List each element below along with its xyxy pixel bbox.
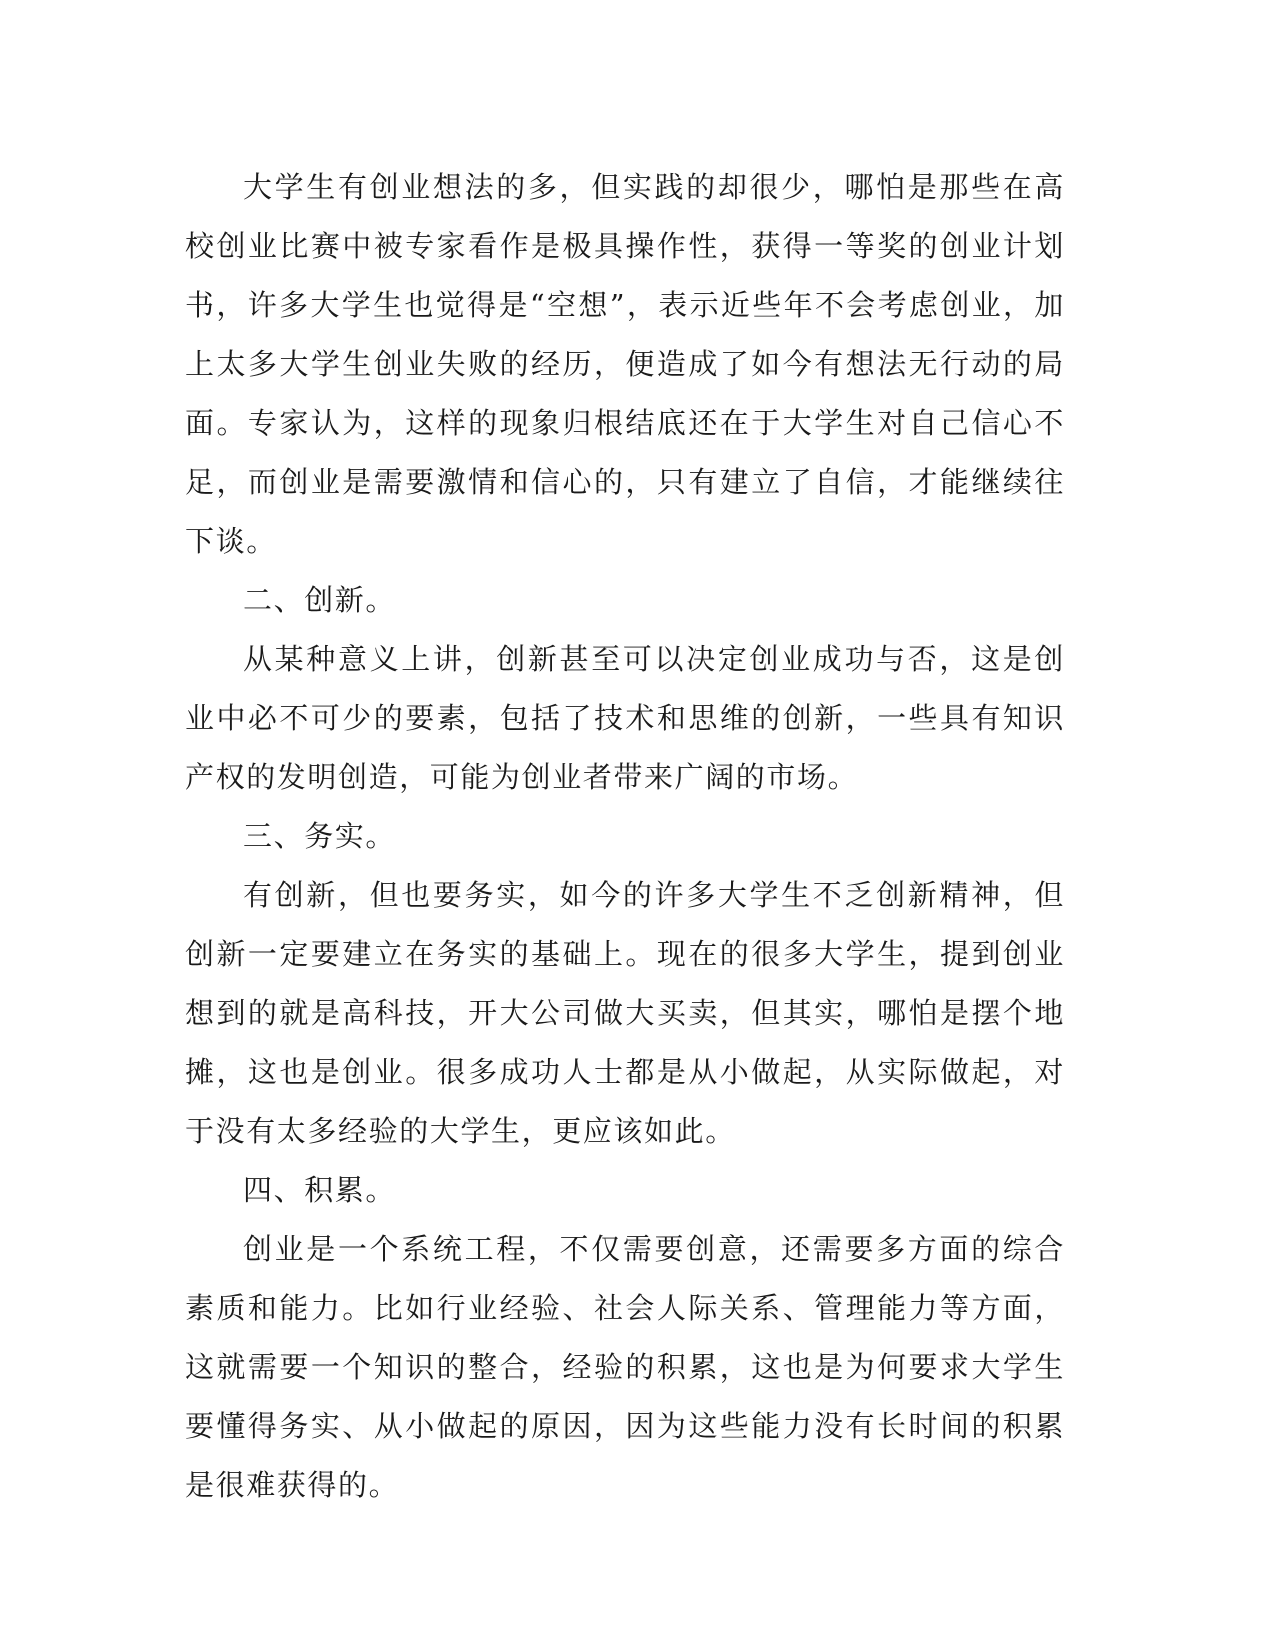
paragraph-pragmatism: 有创新，但也要务实，如今的许多大学生不乏创新精神，但创新一定要建立在务实的基础上。现在的很多大学生，提到创业想到的就是高科技，开大公司做大买卖，但其实，哪怕是摆个地摊，这也是创业。很多成功人士都是从小做起，从实际做起，对于没有太多经验的大学生，更应该如此。 [185, 878, 1065, 1148]
document-body [185, 158, 1065, 1515]
paragraph-innovation: 从某种意义上讲，创新甚至可以决定创业成功与否，这是创业中必不可少的要素，包括了技术和思维的创新，一些具有知识产权的发明创造，可能为创业者带来广阔的市场。 [185, 642, 1065, 794]
heading-accumulation: 四、积累。 [243, 1173, 397, 1207]
heading-innovation: 二、创新。 [243, 583, 397, 617]
heading-pragmatism: 三、务实。 [243, 819, 397, 853]
paragraph-accumulation: 创业是一个系统工程，不仅需要创意，还需要多方面的综合素质和能力。比如行业经验、社会人际关系、管理能力等方面，这就需要一个知识的整合，经验的积累，这也是为何要求大学生要懂得务实、从小做起的原因，因为这些能力没有长时间的积累是很难获得的。 [185, 1232, 1065, 1502]
paragraph-confidence: 大学生有创业想法的多，但实践的却很少，哪怕是那些在高校创业比赛中被专家看作是极具操作性，获得一等奖的创业计划书，许多大学生也觉得是“空想”，表示近些年不会考虑创业，加上太多大学生创业失败的经历，便造成了如今有想法无行动的局面。专家认为，这样的现象归根结底还在于大学生对自己信心不足，而创业是需要激情和信心的，只有建立了自信，才能继续往下谈。 [185, 170, 1065, 558]
